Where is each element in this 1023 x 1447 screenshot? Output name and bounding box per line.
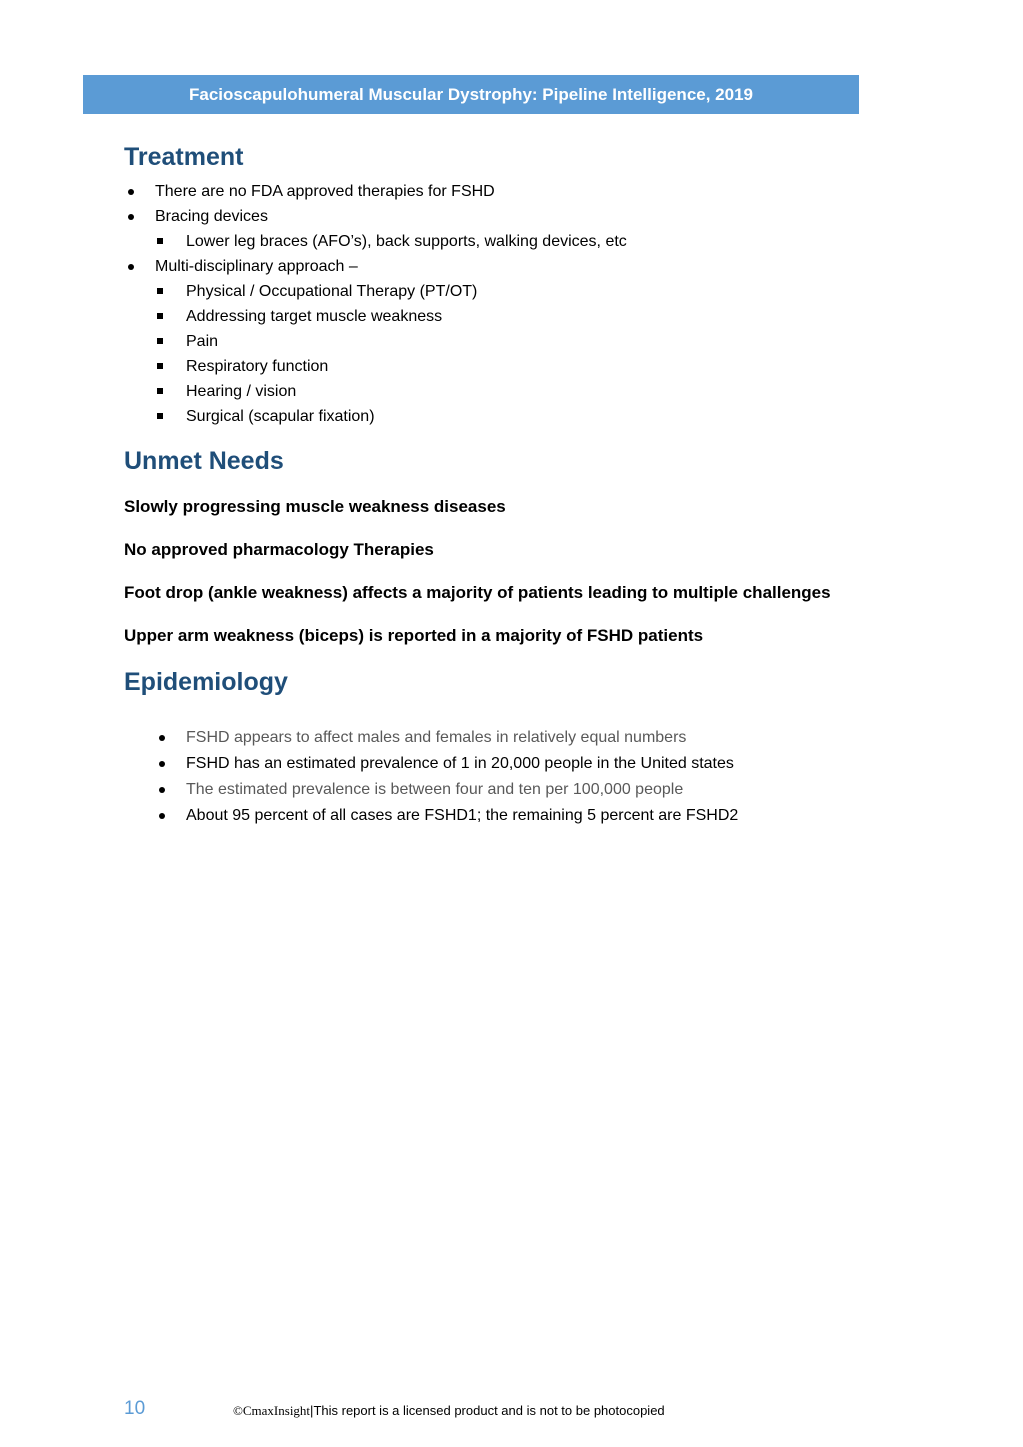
epidemiology-list: [155, 725, 738, 829]
copyright-brand: ©CmaxInsight: [233, 1403, 311, 1418]
unmet-need-item: Upper arm weakness (biceps) is reported in a majority of FSHD patients: [124, 626, 704, 645]
footer-notice: [233, 1403, 665, 1419]
list-item: Surgical (scapular fixation): [124, 404, 627, 429]
bullet-square-icon: [157, 238, 163, 244]
page-number: 10: [124, 1398, 146, 1419]
treatment-list: [124, 179, 627, 429]
list-item: Bracing devices: [124, 204, 627, 229]
bullet-square-icon: [157, 288, 163, 294]
treatment-heading: Treatment: [124, 143, 244, 171]
epidemiology-heading: Epidemiology: [124, 668, 288, 696]
list-item: FSHD has an estimated prevalence of 1 in 20,000 people in the United states: [155, 751, 738, 777]
list-item: Pain: [124, 329, 627, 354]
bullet-square-icon: [157, 388, 163, 394]
report-title: Facioscapulohumeral Muscular Dystrophy: Pipeline Intelligence, 2019: [188, 84, 753, 104]
list-item: About 95 percent of all cases are FSHD1; the remaining 5 percent are FSHD2: [155, 803, 738, 829]
list-item: Multi-disciplinary approach –: [124, 254, 627, 279]
list-item: There are no FDA approved therapies for FSHD: [124, 179, 627, 204]
bullet-square-icon: [157, 338, 163, 344]
bullet-square-icon: [157, 413, 163, 419]
list-item: FSHD appears to affect males and females in relatively equal numbers: [155, 725, 738, 751]
bullet-dot-icon: [159, 761, 165, 767]
bullet-dot-icon: [128, 189, 134, 195]
list-item: Hearing / vision: [124, 379, 627, 404]
unmet-need-item: No approved pharmacology Therapies: [124, 540, 434, 559]
list-item: The estimated prevalence is between four and ten per 100,000 people: [155, 777, 738, 803]
bullet-square-icon: [157, 363, 163, 369]
report-header-bar: [83, 75, 859, 114]
list-item: Lower leg braces (AFO’s), back supports, walking devices, etc: [124, 229, 627, 254]
unmet-need-item: Slowly progressing muscle weakness diseases: [124, 497, 506, 516]
list-item: Physical / Occupational Therapy (PT/OT): [124, 279, 627, 304]
footer-separator: |: [310, 1403, 314, 1418]
bullet-dot-icon: [159, 813, 165, 819]
bullet-square-icon: [157, 313, 163, 319]
list-item: Respiratory function: [124, 354, 627, 379]
bullet-dot-icon: [128, 264, 134, 270]
list-item: Addressing target muscle weakness: [124, 304, 627, 329]
bullet-dot-icon: [159, 787, 165, 793]
unmet-needs-heading: Unmet Needs: [124, 447, 284, 475]
bullet-dot-icon: [128, 214, 134, 220]
unmet-need-item: Foot drop (ankle weakness) affects a majority of patients leading to multiple challenges: [124, 583, 831, 602]
bullet-dot-icon: [159, 735, 165, 741]
license-notice: This report is a licensed product and is not to be photocopied: [313, 1403, 665, 1418]
